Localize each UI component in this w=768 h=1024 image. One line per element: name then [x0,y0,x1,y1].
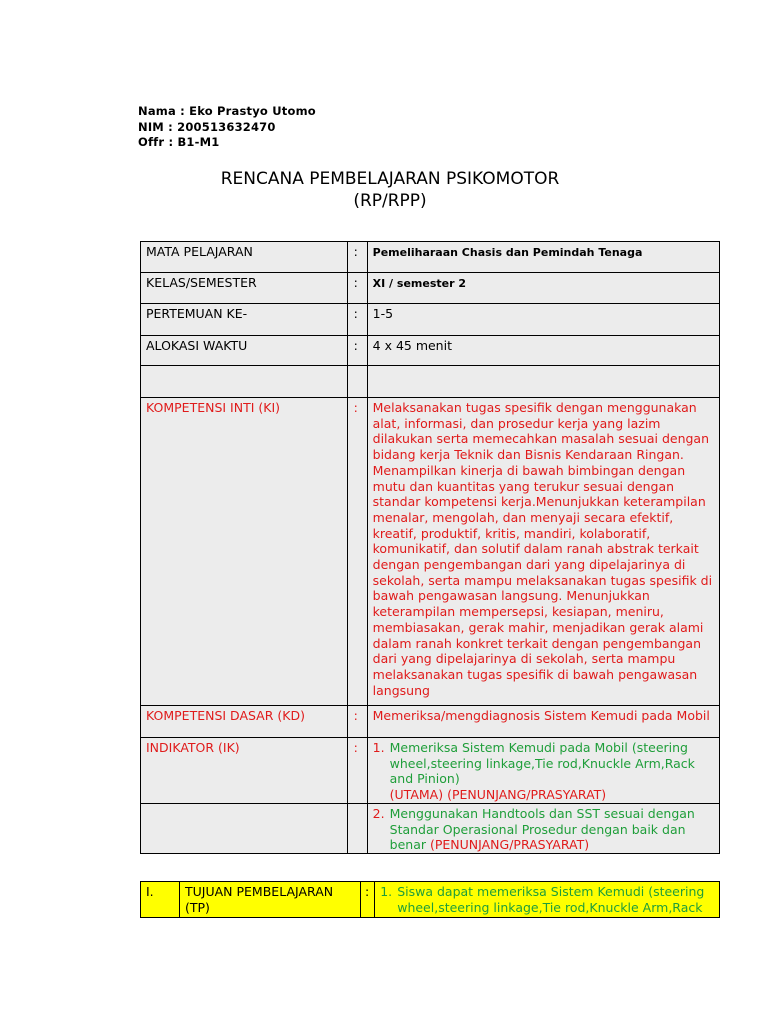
title-line-2: (RP/RPP) [353,191,427,211]
table-row-empty [141,366,720,398]
indikator-item-2-cell [367,803,719,853]
indikator-tag: (UTAMA) (PENUNJANG/PRASYARAT) [389,787,607,803]
table-row [141,242,720,273]
table-row [141,304,720,336]
label-kompetensi-dasar: KOMPETENSI DASAR (KD) [141,706,348,738]
table-row [141,273,720,304]
colon: : [347,398,367,706]
author-block [138,104,316,151]
value-kelas-semester: XI / semester 2 [367,273,719,304]
colon: : [347,706,367,738]
label-mata-pelajaran: MATA PELAJARAN [141,242,348,273]
table-row [141,706,720,738]
indikator-item-1-cell [367,738,719,804]
item-number: 2. [372,805,385,821]
label-indikator: INDIKATOR (IK) [141,738,348,804]
label-kelas-semester: KELAS/SEMESTER [141,273,348,304]
colon: : [347,738,367,804]
indikator-tag: (PENUNJANG/PRASYARAT) [429,837,590,853]
colon: : [347,336,367,366]
tp-list [380,884,714,915]
indikator-text: Menggunakan Handtools dan SST sesuai dengan Standar Operasional Prosedur dengan baik dan benar [389,805,695,853]
colon: : [361,882,375,918]
label-pertemuan: PERTEMUAN KE- [141,304,348,336]
learning-objective-table [140,881,720,918]
value-pertemuan: 1-5 [367,304,719,336]
empty-cell [141,803,348,853]
table-row [141,803,720,853]
author-nim: NIM : 200513632470 [138,119,276,134]
tp-label: TUJUAN PEMBELAJARAN (TP) [180,882,361,918]
label-kompetensi-inti: KOMPETENSI INTI (KI) [141,398,348,706]
item-number: 1. [372,740,385,755]
item-number: 1. [380,884,393,899]
tp-number: I. [141,882,180,918]
indikator-list [373,740,714,803]
list-item [380,884,714,915]
empty-cell [141,366,348,398]
value-kompetensi-dasar: Memeriksa/mengdiagnosis Sistem Kemudi pada Mobil [367,706,719,738]
colon: : [347,273,367,304]
value-kompetensi-inti: Melaksanakan tugas spesifik dengan menggunakan alat, informasi, dan prosedur kerja yang lazim dilakukan serta memecahkan masalah sesuai dengan bidang kerja Teknik dan Bisnis Kendaraan Ringan. Menampilkan kinerja di bawah bimbingan dengan mutu dan kuantitas yang terukur sesuai dengan standar kompetensi kerja.Menunjukkan keterampilan menalar, mengolah, dan menyaji secara efektif, kreatif, produktif, kritis, mandiri, kolaboratif, komunikatif, dan solutif dalam ranah abstrak terkait dengan pengembangan dari yang dipelajarinya di sekolah, serta mampu melaksanakan tugas spesifik di bawah pengawasan langsung. Menunjukkan keterampilan mempersepsi, kesiapan, meniru, membiasakan, gerak mahir, menjadikan gerak alami dalam ranah konkret terkait dengan pengembangan dari yang dipelajarinya di sekolah, serta mampu melaksanakan tugas spesifik di bawah pengawasan langsung [367,398,719,706]
document-title [0,168,768,212]
author-offr: Offr : B1-M1 [138,135,220,149]
label-alokasi-waktu: ALOKASI WAKTU [141,336,348,366]
table-row [141,398,720,706]
empty-cell [347,366,367,398]
list-item [373,740,714,803]
indikator-text: Memeriksa Sistem Kemudi pada Mobil (steering wheel,steering linkage,Tie rod,Knuckle Arm,Rack and Pinion) [389,740,695,787]
value-mata-pelajaran: Pemeliharaan Chasis dan Pemindah Tenaga [367,242,719,273]
colon: : [347,242,367,273]
tp-text: Siswa dapat memeriksa Sistem Kemudi (steering wheel,steering linkage,Tie rod,Knuckle Arm,Rack [397,884,705,915]
colon: : [347,304,367,336]
table-row [141,336,720,366]
lesson-info-table [140,241,720,854]
list-item [373,806,714,853]
title-line-1: RENCANA PEMBELAJARAN PSIKOMOTOR [220,169,560,189]
empty-cell [367,366,719,398]
tp-item-cell [375,882,720,918]
table-row [141,882,720,918]
indikator-list [373,806,714,853]
author-name: Nama : Eko Prastyo Utomo [138,104,316,118]
table-row [141,738,720,804]
value-alokasi-waktu: 4 x 45 menit [367,336,719,366]
empty-cell [347,803,367,853]
